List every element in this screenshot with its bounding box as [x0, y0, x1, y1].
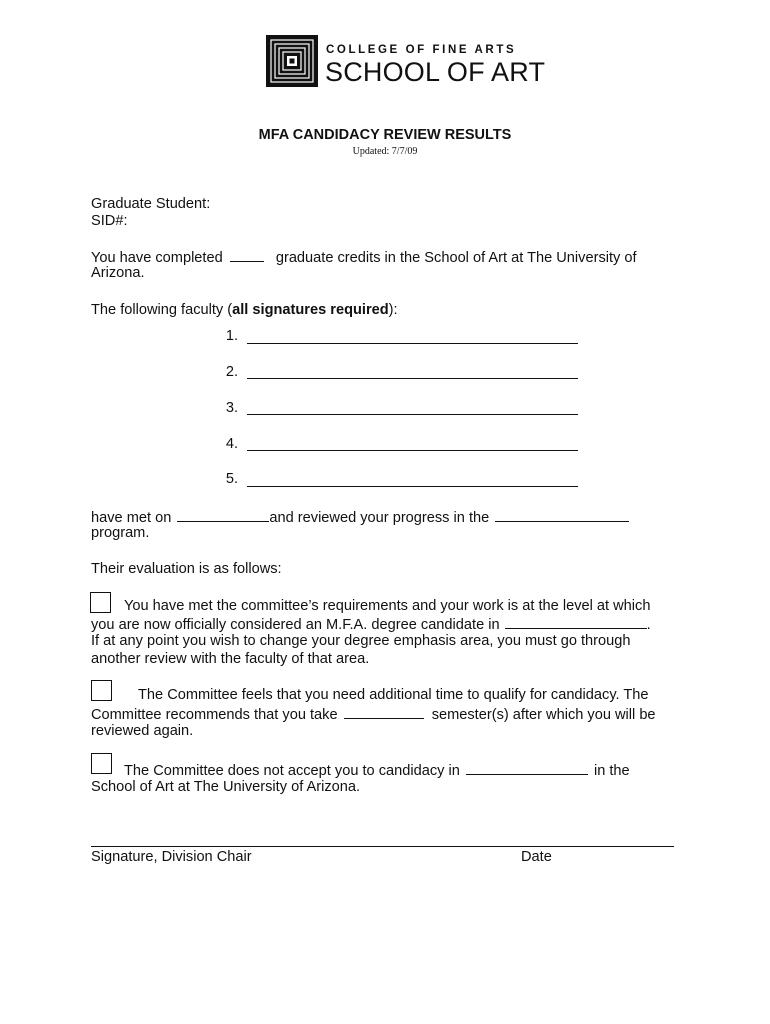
date-label: Date — [521, 849, 552, 865]
logo-college-text: COLLEGE OF FINE ARTS — [326, 44, 517, 56]
option1-line2 — [91, 614, 651, 634]
option3-line1-end: in the — [593, 763, 630, 779]
option3-line1-text: The Committee does not accept you to candidacy in — [124, 763, 460, 779]
option3-line2: School of Art at The University of Arizona. — [91, 779, 361, 795]
division-chair-signature-label: Signature, Division Chair — [91, 849, 252, 865]
faculty-signature-line-1[interactable] — [247, 343, 578, 344]
option2-line3: reviewed again. — [91, 723, 194, 739]
option3-line1 — [124, 760, 630, 780]
candidacy-area-blank[interactable] — [466, 760, 588, 775]
option-not-accepted-checkbox[interactable] — [91, 753, 112, 774]
evaluation-intro: Their evaluation is as follows: — [91, 561, 282, 577]
faculty-number-1: 1. — [225, 328, 238, 344]
faculty-signature-line-5[interactable] — [247, 486, 578, 487]
credits-blank[interactable] — [230, 247, 264, 262]
faculty-signature-line-2[interactable] — [247, 378, 578, 379]
graduate-student-label: Graduate Student: — [91, 196, 211, 212]
credits-text-2: graduate credits in the School of Art at The University of — [275, 250, 637, 266]
faculty-number-4: 4. — [225, 436, 238, 452]
meeting-text-1: have met on — [91, 510, 172, 526]
faculty-intro — [91, 301, 398, 319]
updated-date: Updated: 7/7/09 — [352, 146, 418, 157]
meeting-sentence — [91, 507, 629, 527]
option2-line2 — [91, 704, 656, 724]
option1-line3: If at any point you wish to change your degree emphasis area, you must go through — [91, 633, 631, 649]
meeting-text-3: program. — [91, 525, 150, 541]
semesters-blank[interactable] — [344, 704, 424, 719]
faculty-signature-line-4[interactable] — [247, 450, 578, 451]
sid-label: SID#: — [91, 213, 128, 229]
option2-line2-end: semester(s) after which you will be — [431, 707, 656, 723]
faculty-intro-end: ): — [388, 302, 398, 318]
credits-text-3: Arizona. — [91, 265, 145, 281]
faculty-intro-text: The following faculty ( — [91, 302, 233, 318]
faculty-number-3: 3. — [225, 400, 238, 416]
faculty-number-2: 2. — [225, 364, 238, 380]
faculty-signature-line-3[interactable] — [247, 414, 578, 415]
concentric-squares-icon — [266, 35, 318, 87]
school-logo-emblem — [266, 35, 318, 87]
option1-line4: another review with the faculty of that area. — [91, 651, 370, 667]
degree-emphasis-blank[interactable] — [505, 614, 647, 629]
logo-school-text: SCHOOL OF ART — [325, 57, 546, 87]
option2-line1: The Committee feels that you need additional time to qualify for candidacy. The — [138, 687, 649, 703]
option-additional-time-checkbox[interactable] — [91, 680, 112, 701]
option2-line2-text: Committee recommends that you take — [91, 707, 338, 723]
option-met-requirements-checkbox[interactable] — [90, 592, 111, 613]
option1-line2-text: you are now officially considered an M.F.A. degree candidate in — [91, 617, 500, 633]
credits-sentence — [91, 247, 637, 267]
program-blank[interactable] — [495, 507, 629, 522]
credits-text-1: You have completed — [91, 250, 223, 266]
faculty-intro-bold: all signatures required — [232, 302, 389, 318]
option1-line1: You have met the committee’s requirements and your work is at the level at which — [124, 598, 651, 614]
meeting-text-2: and reviewed your progress in the — [269, 510, 490, 526]
option1-period: . — [646, 617, 651, 633]
faculty-number-5: 5. — [225, 471, 238, 487]
meeting-date-blank[interactable] — [177, 507, 269, 522]
division-chair-signature-line[interactable] — [91, 846, 674, 847]
form-title: MFA CANDIDACY REVIEW RESULTS — [258, 127, 512, 143]
